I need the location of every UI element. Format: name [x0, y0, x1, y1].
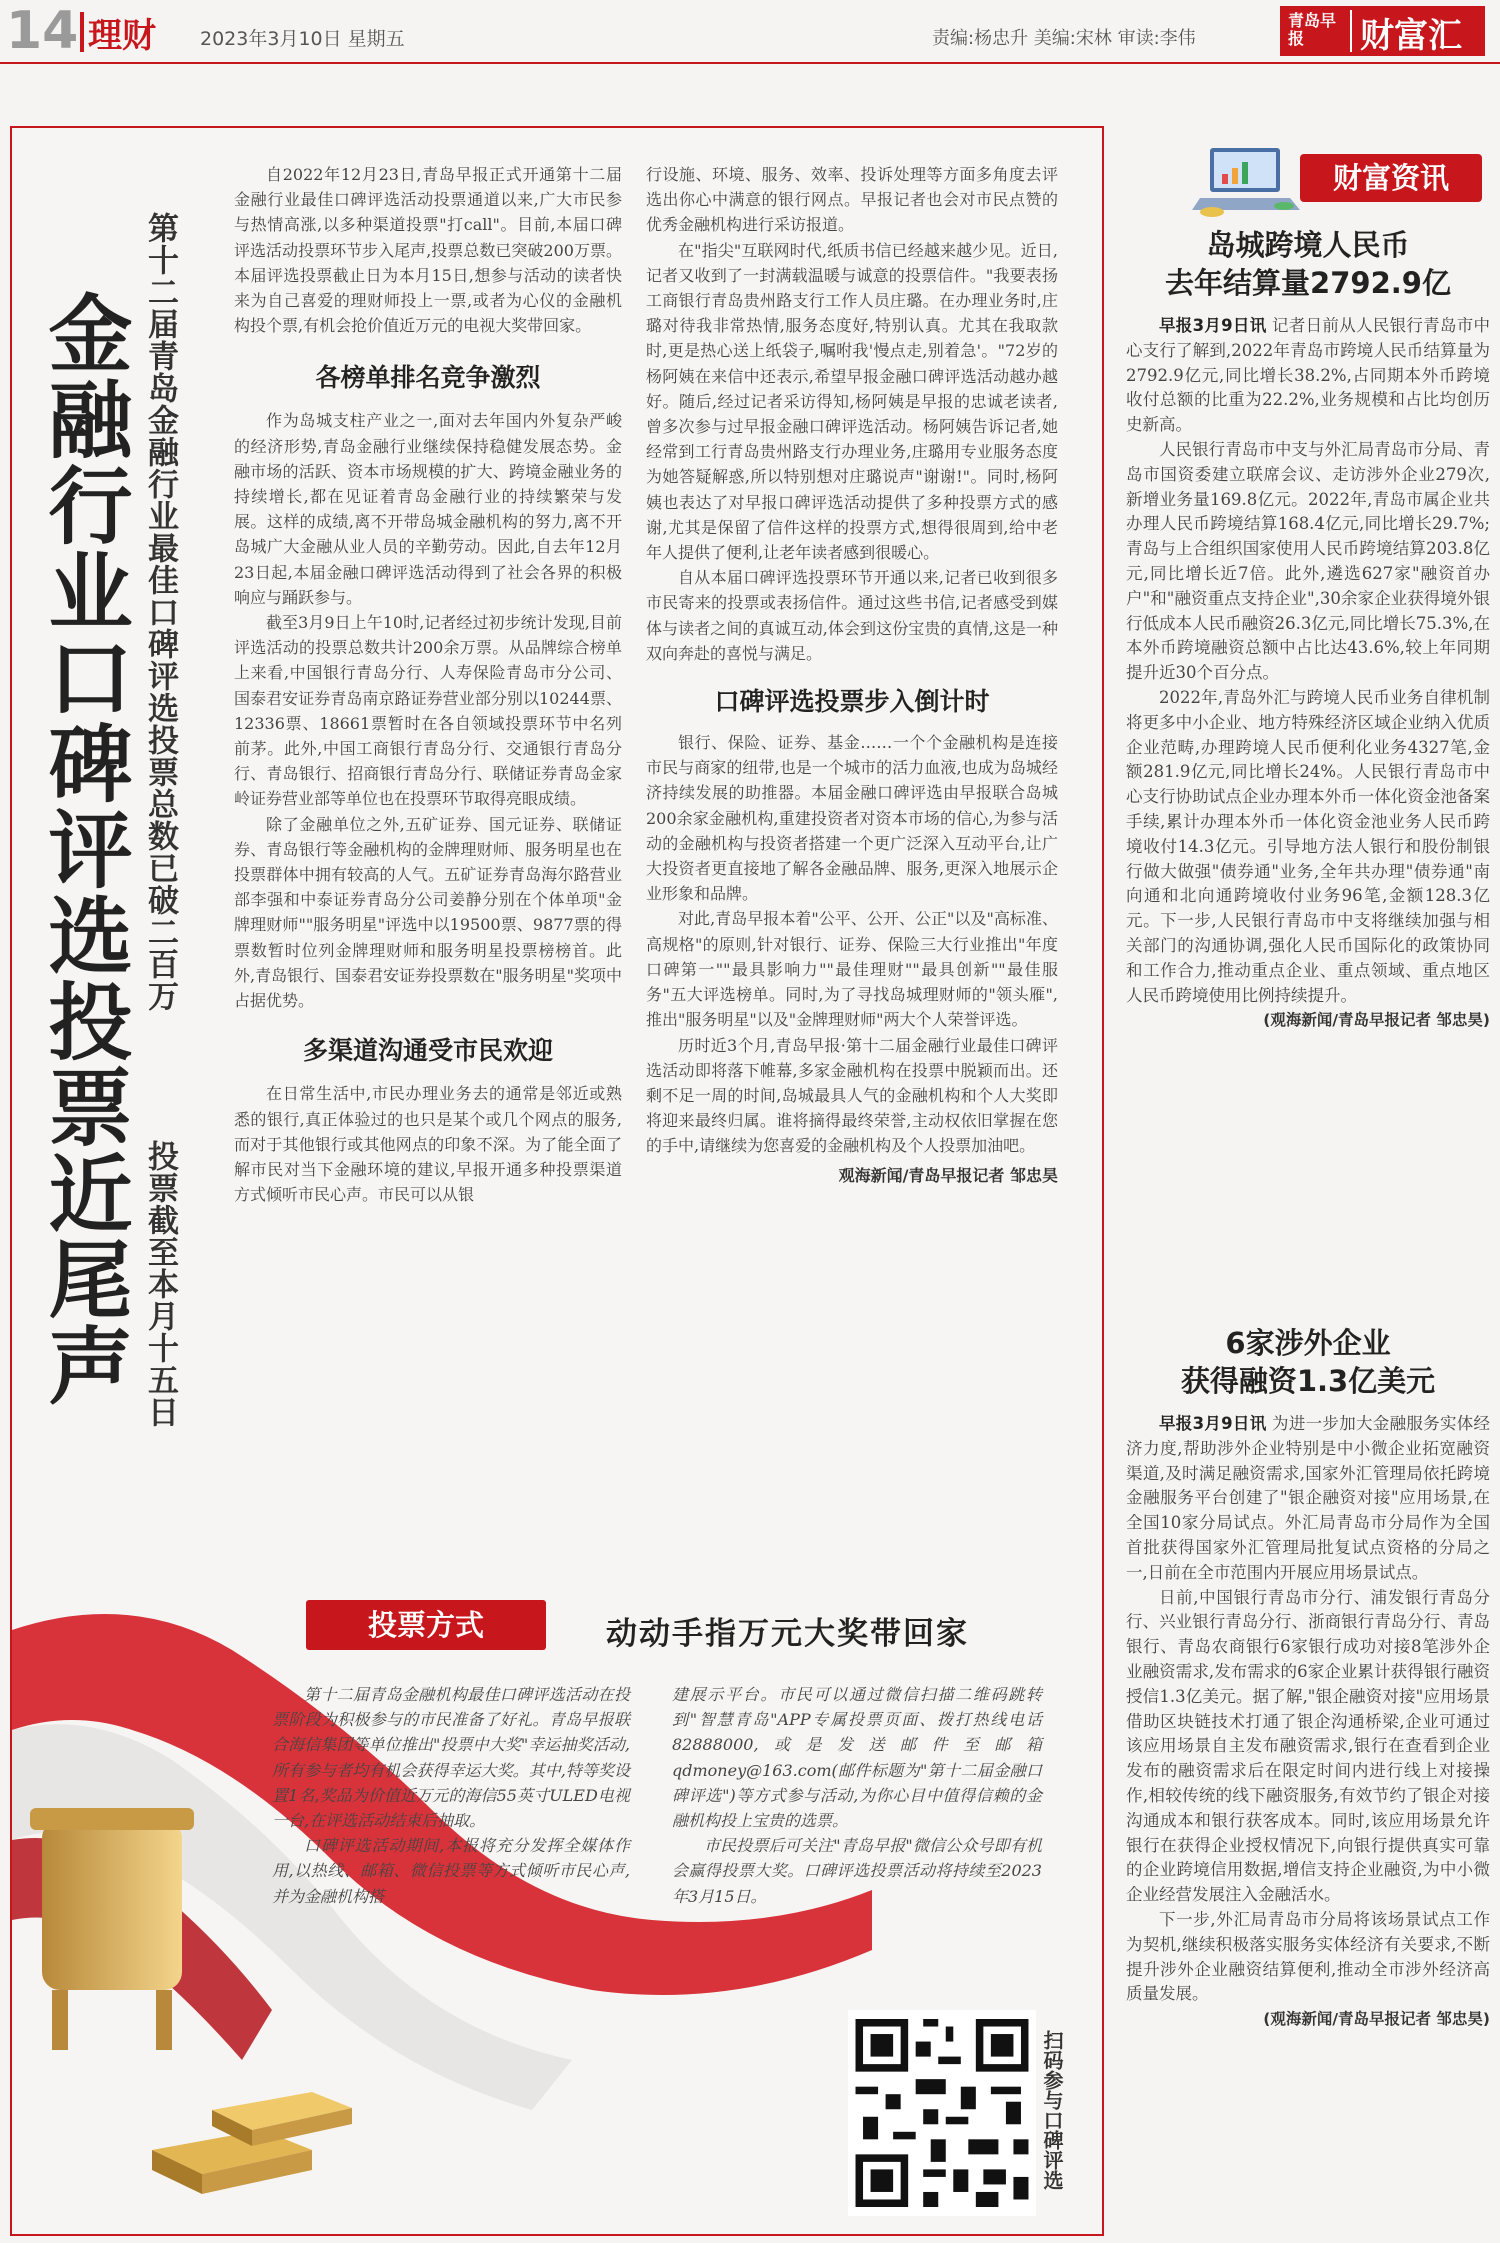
paragraph: 市民投票后可关注"青岛早报"微信公众号即有机会赢得投票大奖。口碑评选投票活动将持续至2023年3月15日。	[672, 1836, 1042, 1906]
paragraph: 记者日前从人民银行青岛市中心支行了解到,2022年青岛市跨境人民币结算量为2792.9亿元,同比增长38.2%,占同期本外币跨境收付总额的比重为22.2%,业务规模和占比均创历史新高。	[1126, 316, 1491, 435]
paragraph: 自从本届口碑评选投票环节开通以来,记者已收到很多市民寄来的投票或表扬信件。通过这些书信,记者感受到媒体与读者之间的真诚互动,体会到这份宝贵的真情,这是一种双向奔赴的喜悦与满足。	[646, 568, 1058, 663]
wealth-laptop-icon	[1192, 140, 1302, 220]
paragraph: 在"指尖"互联网时代,纸质书信已经越来越少见。近日,记者又收到了一封满载温暖与诚意的投票信件。"我要表扬工商银行青岛贵州路支行工作人员庄璐。在办理业务时,庄璐对待我非常热情,服务态度好,特别认真。尤其在我取款时,更是热心送上纸袋子,嘱咐我'慢点走,别着急'。"72岁的杨阿姨在来信中还表示,希望早报金融口碑评选活动越办越好。随后,经过记者采访得知,杨阿姨是早报的忠诚老读者,曾多次参与过早报金融口碑评选活动。杨阿姨告诉记者,她经常到工行青岛贵州路支行办理业务,庄璐用专业服务态度为她答疑解惑,所以特别想对庄璐说声"谢谢!"。同时,杨阿姨也表达了对早报口碑评选活动提供了多种投票方式的感谢,尤其是保留了信件这样的投票方式,想得很周到,给中老年人提供了便利,让老年读者感到很暖心。	[646, 240, 1058, 563]
logo-big-text: 财富汇	[1360, 16, 1462, 56]
ballot-method-badge: 投票方式	[306, 1600, 546, 1650]
section-heading-ranking: 各榜单排名竞争激烈	[315, 363, 541, 393]
paragraph: 行设施、环境、服务、效率、投诉处理等方面多角度去评选出你心中满意的银行网点。早报记者也会对市民点赞的优秀金融机构进行采访报道。	[646, 165, 1058, 235]
paragraph: 口碑评选活动期间,本报将充分发挥全媒体作用,以热线、邮箱、微信投票等方式倾听市民心声,并为金融机构搭	[272, 1836, 630, 1906]
ballot-column-1	[272, 1682, 630, 1909]
main-headline: 金融行业口碑评选投票近尾声	[35, 290, 133, 1408]
paragraph: 下一步,外汇局青岛市分局将该场景试点工作为契机,继续积极落实服务实体经济有关要求,不断提升涉外企业融资结算便利,推动全市涉外经济高质量发展。	[1126, 1909, 1490, 2004]
news-lead: 早报3月9日讯	[1159, 316, 1267, 335]
news-title-line-2: 获得融资1.3亿美元	[1180, 1364, 1436, 1398]
subheadline-2: 投票截至本月十五日	[142, 1140, 178, 1428]
article-intro: 自2022年12月23日,青岛早报正式开通第十二届金融行业最佳口碑评选活动投票通道以来,广大市民参与热情高涨,以多种渠道投票"打call"。目前,本届口碑评选活动投票环节步入尾声,投票总数已突破200万票。本届评选投票截止日为本月15日,想参与活动的读者快来为自己喜爱的理财师投上一票,或者为心仪的金融机构投个票,有机会抢价值近万元的电视大奖带回家。	[234, 165, 622, 336]
sidebar-news-1	[1126, 226, 1490, 1030]
paragraph: 除了金融单位之外,五矿证券、国元证券、联储证券、青岛银行等金融机构的金牌理财师、服务明星也在投票群体中拥有较高的人气。五矿证券青岛海尔路营业部李强和中泰证券青岛分公司姜静分别在个体单项"金牌理财师""服务明星"评选中以19500票、9877票的得票数暂时位列金牌理财师和服务明星投票榜榜首。此外,青岛银行、国泰君安证券投票数在"服务明星"奖项中占据优势。	[234, 814, 622, 1011]
news-byline: (观海新闻/青岛早报记者 邹忠昊)	[1263, 2010, 1490, 2029]
section-heading-countdown: 口碑评选投票步入倒计时	[714, 687, 990, 717]
editors-line: 责编:杨忠升 美编:宋林 审读:李伟	[932, 28, 1196, 49]
paragraph: 在日常生活中,市民办理业务去的通常是邻近或熟悉的银行,真正体验过的也只是某个或几个网点的服务,而对于其他银行或其他网点的印象不深。为了能全面了解市民对当下金融环境的建议,早报开通多种投票渠道方式倾听市民心声。市民可以从银	[234, 1084, 622, 1205]
news-title-line-1: 6家涉外企业	[1225, 1326, 1391, 1360]
wealth-news-badge: 财富资讯	[1300, 154, 1482, 202]
paragraph: 对此,青岛早报本着"公平、公开、公正"以及"高标准、高规格"的原则,针对银行、证券、保险三大行业推出"年度口碑第一""最具影响力""最佳理财""最具创新""最佳服务"五大评选榜单。同时,为了寻找岛城理财师的"领头雁",推出"服务明星"以及"金牌理财师"两大个人荣誉评选。	[646, 909, 1058, 1030]
gold-bars-icon	[152, 2092, 352, 2194]
section-heading-channels: 多渠道沟通受市民欢迎	[302, 1036, 553, 1066]
issue-date: 2023年3月10日 星期五	[200, 28, 405, 50]
paragraph: 作为岛城支柱产业之一,面对去年国内外复杂严峻的经济形势,青岛金融行业继续保持稳健发展态势。金融市场的活跃、资本市场规模的扩大、跨境金融业务的持续增长,都在见证着青岛金融行业的持续繁荣与发展。这样的成绩,离不开带岛城金融机构的努力,离不开岛城广大金融从业人员的辛勤劳动。因此,自去年12月23日起,本届金融口碑评选活动得到了社会各界的积极响应与踊跃参与。	[234, 411, 622, 607]
vote-qr-code[interactable]	[848, 2010, 1036, 2216]
ballot-headline: 动动手指万元大奖带回家	[606, 1616, 969, 1652]
paragraph: 银行、保险、证券、基金……一个个金融机构是连接市民与商家的纽带,也是一个城市的活力血液,也成为岛城经济持续发展的助推器。本届金融口碑评选由早报联合岛城200余家金融机构,重建投资者对资本市场的信心,为参与活动的金融机构与投资者搭建一个更广泛深入互动平台,让广大投资者更直接地了解各金融品牌、服务,更深入地展示企业形象和品牌。	[646, 733, 1058, 904]
paragraph: 第十二届青岛金融机构最佳口碑评选活动在投票阶段为积极参与的市民准备了好礼。青岛早报联合海信集团等单位推出"投票中大奖"幸运抽奖活动,所有参与者均有机会获得幸运大奖。其中,特等奖设置1名,奖品为价值近万元的海信55英寸ULED电视一台,在评选活动结束后抽取。	[272, 1685, 630, 1831]
paragraph: 历时近3个月,青岛早报·第十二届金融行业最佳口碑评选活动即将落下帷幕,多家金融机构在投票中脱颖而出。还剩不足一周的时间,岛城最具人气的金融机构和个人大奖即将迎来最终归属。谁将摘得最终荣誉,主动权依旧掌握在您的手中,请继续为您喜爱的金融机构及个人投票加油吧。	[646, 1035, 1058, 1156]
news-title-line-1: 岛城跨境人民币	[1206, 228, 1410, 262]
news-byline: (观海新闻/青岛早报记者 邹忠昊)	[1263, 1011, 1490, 1030]
paragraph: 建展示平台。市民可以通过微信扫描二维码跳转到"智慧青岛"APP专属投票页面、拨打热线电话82888000,或是发送邮件至邮箱qdmoney@163.com(邮件标题为"第十二届金融口碑评选")等方式参与活动,为你心目中值得信赖的金融机构投上宝贵的选票。	[672, 1685, 1042, 1831]
paragraph: 2022年,青岛外汇与跨境人民币业务自律机制将更多中小企业、地方特殊经济区域企业纳入优质企业范畴,办理跨境人民币便利化业务4327笔,金额281.9亿元,同比增长24%。人民银行青岛市中心支行协助试点企业办理本外币一体化资金池备案手续,累计办理本外币一体化资金池业务人民币跨境收付14.3亿元。引导地方法人银行和股份制银行做大做强"债券通"业务,全年共办理"债券通"南向通和北向通跨境收付业务96笔,金额128.3亿元。下一步,人民银行青岛市中支将继续加强与相关部门的沟通协调,强化人民币国际化的政策协同和工作合力,推动重点企业、重点领域、重点地区人民币跨境使用比例持续提升。	[1126, 687, 1490, 1005]
subheadline-1: 第十二届青岛金融行业最佳口碑评选投票总数已破二百万	[142, 212, 178, 1012]
paragraph: 日前,中国银行青岛市分行、浦发银行青岛分行、兴业银行青岛分行、浙商银行青岛分行、青岛银行、青岛农商银行6家银行成功对接8笔涉外企业融资需求,发布需求的6家企业累计获得银行融资授信1.3亿美元。据了解,"银企融资对接"应用场景借助区块链技术打通了银企沟通桥梁,企业可通过该应用场景自主发布融资需求,银行在查看到企业发布的融资需求后在限定时间内进行线上对接操作,相较传统的线下融资服务,有效节约了银企对接沟通成本和银行获客成本。同时,该应用场景允许银行在获得企业授权情况下,向银行提供真实可靠的企业跨境信用数据,增信支持企业融资,为中小微企业经营发展注入金融活水。	[1126, 1587, 1490, 1905]
news-lead: 早报3月9日讯	[1159, 1414, 1267, 1433]
article-byline: 观海新闻/青岛早报记者 邹忠昊	[838, 1165, 1058, 1185]
paragraph: 人民银行青岛市中支与外汇局青岛市分局、青岛市国资委建立联席会议、走访涉外企业279次,新增业务量169.8亿元。2022年,青岛市属企业共办理人民币跨境结算168.4亿元,同比增长29.7%;青岛与上合组织国家使用人民币跨境结算203.8亿元,同比增长近7倍。此外,遴选627家"融资首办户"和"融资重点支持企业",30余家企业获得境外银行低成本人民币融资26.3亿元,同比增长75.3%,在本外币跨境融资总额中占比达43.6%,较上年同期提升近30个百分点。	[1126, 439, 1490, 683]
column-logo	[1280, 6, 1485, 56]
sidebar-news-2	[1126, 1324, 1490, 2029]
qr-scan-label: 扫码参与口碑评选	[1040, 2030, 1064, 2190]
section-name: 理财	[88, 16, 156, 56]
logo-small-text: 青岛早报	[1288, 11, 1337, 48]
page-number: 14	[6, 1, 79, 61]
article-column-2	[646, 162, 1058, 1186]
article-column-1	[234, 162, 622, 1207]
news-title-line-2: 去年结算量2792.9亿	[1165, 266, 1451, 300]
paragraph: 为进一步加大金融服务实体经济力度,帮助涉外企业特别是中小微企业拓宽融资渠道,及时满足融资需求,国家外汇管理局依托跨境金融服务平台创建了"银企融资对接"应用场景,在全国10家分局试点。外汇局青岛市分局作为全国首批获得国家外汇管理局批复试点资格的分局之一,日前在全市范围内开展应用场景试点。	[1126, 1414, 1491, 1582]
header-divider	[80, 12, 84, 52]
paragraph: 截至3月9日上午10时,记者经过初步统计发现,目前评选活动的投票总数共计200余万票。从品牌综合榜单上来看,中国银行青岛分行、人寿保险青岛市分公司、国泰君安证券青岛南京路证券营业部分别以10244票、12336票、18661票暂时在各自领域投票环节中名列前茅。此外,中国工商银行青岛分行、交通银行青岛分行、青岛银行、招商银行青岛分行、联储证券青岛金家岭证券营业部等单位也在投票环节取得亮眼成绩。	[234, 613, 622, 809]
ballot-column-2	[672, 1682, 1042, 1909]
ding-vessel-icon	[30, 1808, 194, 2050]
